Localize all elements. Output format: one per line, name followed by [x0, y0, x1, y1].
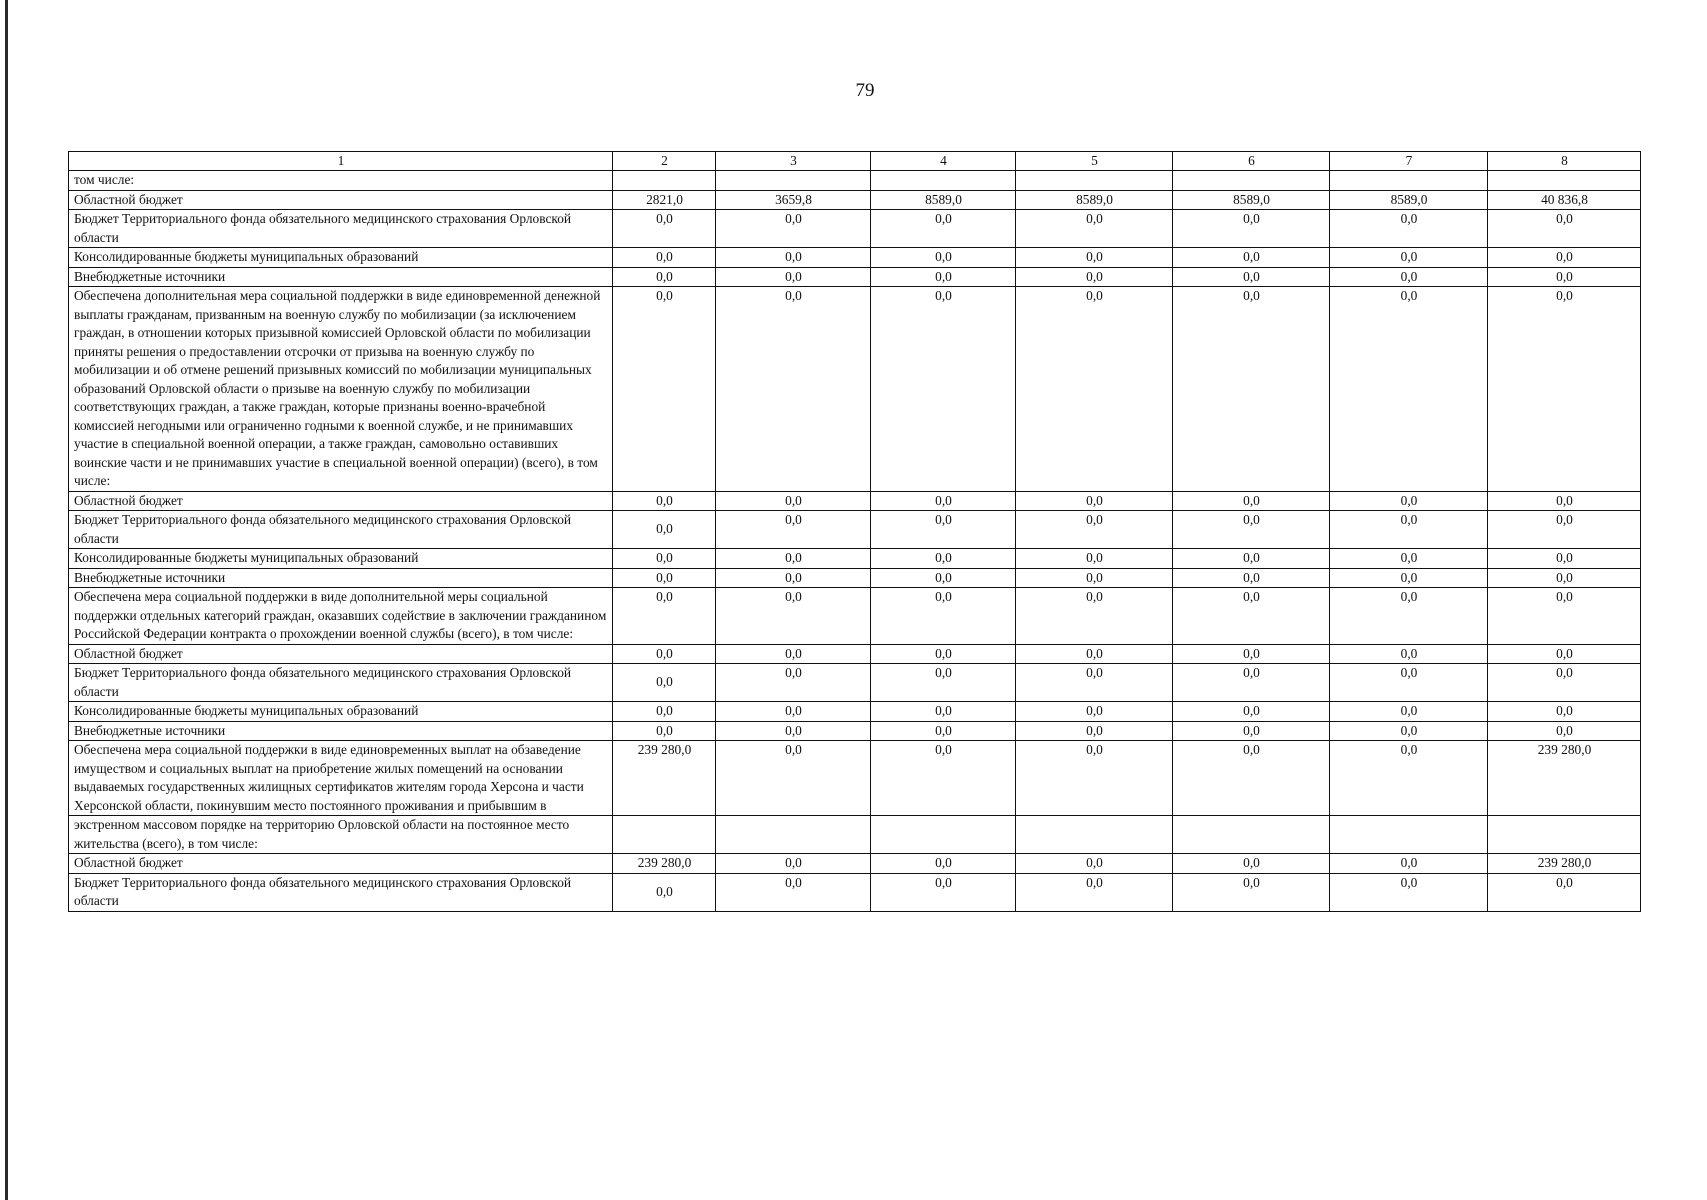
value-cell: 0,0: [1173, 741, 1330, 816]
value-cell: 0,0: [1016, 588, 1173, 645]
value-cell: 0,0: [1016, 248, 1173, 268]
value-cell: 0,0: [716, 568, 871, 588]
value-cell: 0,0: [613, 568, 716, 588]
value-cell: 0,0: [1488, 721, 1641, 741]
column-header: 7: [1330, 152, 1488, 171]
header-row: [69, 152, 1641, 171]
table-row: [69, 721, 1641, 741]
value-cell: 0,0: [1330, 854, 1488, 874]
value-cell: 0,0: [1173, 702, 1330, 722]
row-label: Бюджет Территориального фонда обязательного медицинского страхования Орловской области: [69, 210, 613, 248]
value-cell: 0,0: [1488, 664, 1641, 702]
value-cell: 0,0: [613, 702, 716, 722]
value-cell: 0,0: [716, 511, 871, 549]
value-cell: 239 280,0: [613, 854, 716, 874]
value-cell: 0,0: [871, 741, 1016, 816]
value-cell: 0,0: [871, 267, 1016, 287]
value-cell: [1330, 816, 1488, 854]
column-header: 3: [716, 152, 871, 171]
value-cell: 239 280,0: [613, 741, 716, 816]
value-cell: 0,0: [871, 664, 1016, 702]
value-cell: 0,0: [1330, 588, 1488, 645]
value-cell: 0,0: [871, 210, 1016, 248]
table-row: [69, 190, 1641, 210]
value-cell: 0,0: [613, 287, 716, 492]
row-label: Бюджет Территориального фонда обязательного медицинского страхования Орловской области: [69, 511, 613, 549]
value-cell: 0,0: [613, 721, 716, 741]
value-cell: 0,0: [1488, 248, 1641, 268]
value-cell: 0,0: [716, 549, 871, 569]
value-cell: 0,0: [1016, 267, 1173, 287]
table-row: [69, 702, 1641, 722]
row-label: Обеспечена дополнительная мера социальной поддержки в виде единовременной денежной выплаты гражданам, призванным на военную службу по мобилизации (за исключением граждан, в отношении которых призывной комиссией Орловской области по мобилизации приняты решения о предоставлении отсрочки от призыва на военную службу по мобилизации и об отмене решений призывных комиссий по мобилизации муниципальных образований Орловской области о призыве на военную службу по мобилизации соответствующих граждан, а также граждан, которые признаны военно-врачебной комиссией негодными или ограниченно годными к военной службе, и не принимавших участие в специальной военной операции, а также граждан, самовольно оставивших воинские части и не принимавших участие в специальной военной операции) (всего), в том числе:: [69, 287, 613, 492]
value-cell: 0,0: [871, 721, 1016, 741]
value-cell: 0,0: [1173, 588, 1330, 645]
value-cell: [1016, 171, 1173, 191]
value-cell: 0,0: [1330, 267, 1488, 287]
table-row: [69, 248, 1641, 268]
value-cell: [871, 816, 1016, 854]
value-cell: 0,0: [871, 854, 1016, 874]
value-cell: 0,0: [1330, 741, 1488, 816]
value-cell: 0,0: [716, 491, 871, 511]
budget-table: [68, 151, 1641, 912]
value-cell: 0,0: [716, 854, 871, 874]
value-cell: 0,0: [1488, 210, 1641, 248]
table-row: [69, 171, 1641, 191]
value-cell: 0,0: [871, 568, 1016, 588]
value-cell: 0,0: [1016, 287, 1173, 492]
value-cell: 0,0: [1488, 491, 1641, 511]
value-cell: 0,0: [716, 702, 871, 722]
value-cell: 0,0: [1488, 644, 1641, 664]
binding-edge-line: [5, 0, 8, 1200]
value-cell: 0,0: [1173, 248, 1330, 268]
value-cell: 8589,0: [1173, 190, 1330, 210]
value-cell: 0,0: [1173, 664, 1330, 702]
value-cell: 0,0: [1016, 491, 1173, 511]
value-cell: [1173, 171, 1330, 191]
value-cell: 0,0: [871, 248, 1016, 268]
table-row: [69, 873, 1641, 911]
value-cell: 0,0: [716, 248, 871, 268]
value-cell: 0,0: [1173, 491, 1330, 511]
value-cell: 0,0: [613, 248, 716, 268]
row-label: Бюджет Территориального фонда обязательного медицинского страхования Орловской области: [69, 873, 613, 911]
value-cell: 0,0: [1016, 568, 1173, 588]
value-cell: 8589,0: [871, 190, 1016, 210]
value-cell: 0,0: [1173, 210, 1330, 248]
value-cell: 40 836,8: [1488, 190, 1641, 210]
value-cell: 0,0: [1330, 873, 1488, 911]
value-cell: 0,0: [1173, 549, 1330, 569]
value-cell: 0,0: [613, 644, 716, 664]
column-header: 2: [613, 152, 716, 171]
column-header: 8: [1488, 152, 1641, 171]
value-cell: 0,0: [1330, 248, 1488, 268]
value-cell: [1488, 171, 1641, 191]
table-row: [69, 644, 1641, 664]
page-number: 79: [855, 80, 875, 101]
value-cell: 0,0: [716, 741, 871, 816]
row-label: Консолидированные бюджеты муниципальных образований: [69, 248, 613, 268]
value-cell: 0,0: [1173, 267, 1330, 287]
row-label: Внебюджетные источники: [69, 267, 613, 287]
value-cell: 0,0: [1173, 873, 1330, 911]
value-cell: [1330, 171, 1488, 191]
table-row: [69, 568, 1641, 588]
row-label: Бюджет Территориального фонда обязательного медицинского страхования Орловской области: [69, 664, 613, 702]
value-cell: [613, 171, 716, 191]
value-cell: 0,0: [1016, 702, 1173, 722]
row-label: том числе:: [69, 171, 613, 191]
row-label: Обеспечена мера социальной поддержки в виде дополнительной меры социальной поддержки отдельных категорий граждан, оказавших содействие в заключении гражданином Российской Федерации контракта о прохождении военной службы (всего), в том числе:: [69, 588, 613, 645]
value-cell: 0,0: [716, 588, 871, 645]
value-cell: 0,0: [1330, 664, 1488, 702]
row-label: Консолидированные бюджеты муниципальных образований: [69, 702, 613, 722]
value-cell: 2821,0: [613, 190, 716, 210]
value-cell: 0,0: [1330, 644, 1488, 664]
value-cell: 0,0: [1488, 287, 1641, 492]
value-cell: 0,0: [1016, 549, 1173, 569]
table-row: [69, 267, 1641, 287]
value-cell: 0,0: [1330, 210, 1488, 248]
row-label: Областной бюджет: [69, 854, 613, 874]
value-cell: 0,0: [613, 511, 716, 549]
value-cell: 0,0: [1488, 549, 1641, 569]
value-cell: 0,0: [1016, 873, 1173, 911]
value-cell: 0,0: [1016, 644, 1173, 664]
value-cell: 0,0: [613, 549, 716, 569]
table-row: [69, 210, 1641, 248]
value-cell: 0,0: [1488, 511, 1641, 549]
value-cell: 0,0: [871, 588, 1016, 645]
table-row: [69, 588, 1641, 645]
value-cell: 0,0: [871, 511, 1016, 549]
row-label: Внебюджетные источники: [69, 568, 613, 588]
value-cell: 0,0: [871, 287, 1016, 492]
value-cell: 0,0: [1016, 664, 1173, 702]
value-cell: 0,0: [716, 644, 871, 664]
value-cell: 0,0: [871, 491, 1016, 511]
value-cell: [613, 816, 716, 854]
column-header: 1: [69, 152, 613, 171]
value-cell: 0,0: [613, 664, 716, 702]
value-cell: 0,0: [1330, 491, 1488, 511]
row-label: Областной бюджет: [69, 644, 613, 664]
table-row: [69, 854, 1641, 874]
value-cell: 0,0: [716, 287, 871, 492]
table-row: [69, 664, 1641, 702]
value-cell: 0,0: [613, 588, 716, 645]
value-cell: 0,0: [1330, 511, 1488, 549]
row-label: экстренном массовом порядке на территорию Орловской области на постоянное место жительства (всего), в том числе:: [69, 816, 613, 854]
table-body: [69, 171, 1641, 912]
value-cell: 0,0: [1330, 549, 1488, 569]
value-cell: 0,0: [716, 721, 871, 741]
value-cell: 3659,8: [716, 190, 871, 210]
value-cell: [871, 171, 1016, 191]
value-cell: 0,0: [716, 873, 871, 911]
value-cell: 0,0: [871, 644, 1016, 664]
value-cell: 0,0: [1330, 287, 1488, 492]
value-cell: 0,0: [1173, 644, 1330, 664]
value-cell: 0,0: [613, 873, 716, 911]
value-cell: 0,0: [1173, 568, 1330, 588]
value-cell: [716, 171, 871, 191]
row-label: Обеспечена мера социальной поддержки в виде единовременных выплат на обзаведение имуществом и социальных выплат на приобретение жилых помещений на основании выдаваемых государственных жилищных сертификатов жителям города Херсона и части Херсонской области, покинувшим место постоянного проживания и прибывшим в: [69, 741, 613, 816]
value-cell: 0,0: [716, 210, 871, 248]
value-cell: 0,0: [871, 873, 1016, 911]
column-header: 6: [1173, 152, 1330, 171]
column-header: 5: [1016, 152, 1173, 171]
value-cell: 0,0: [871, 702, 1016, 722]
value-cell: 0,0: [716, 664, 871, 702]
value-cell: 0,0: [1016, 210, 1173, 248]
row-label: Внебюджетные источники: [69, 721, 613, 741]
table-row: [69, 741, 1641, 816]
value-cell: 0,0: [1016, 721, 1173, 741]
table-row: [69, 491, 1641, 511]
table-row: [69, 816, 1641, 854]
value-cell: 0,0: [1488, 873, 1641, 911]
row-label: Консолидированные бюджеты муниципальных образований: [69, 549, 613, 569]
value-cell: 239 280,0: [1488, 854, 1641, 874]
value-cell: 8589,0: [1330, 190, 1488, 210]
value-cell: 0,0: [1173, 721, 1330, 741]
value-cell: 0,0: [1488, 702, 1641, 722]
column-header: 4: [871, 152, 1016, 171]
value-cell: 0,0: [1488, 588, 1641, 645]
value-cell: 0,0: [1173, 854, 1330, 874]
value-cell: [716, 816, 871, 854]
value-cell: [1173, 816, 1330, 854]
value-cell: 239 280,0: [1488, 741, 1641, 816]
value-cell: 0,0: [1488, 568, 1641, 588]
value-cell: 0,0: [1330, 721, 1488, 741]
value-cell: [1488, 816, 1641, 854]
value-cell: 0,0: [1016, 741, 1173, 816]
value-cell: [1016, 816, 1173, 854]
value-cell: 0,0: [1488, 267, 1641, 287]
value-cell: 0,0: [613, 491, 716, 511]
value-cell: 0,0: [1173, 511, 1330, 549]
value-cell: 0,0: [613, 267, 716, 287]
row-label: Областной бюджет: [69, 491, 613, 511]
value-cell: 8589,0: [1016, 190, 1173, 210]
table-row: [69, 549, 1641, 569]
value-cell: 0,0: [1173, 287, 1330, 492]
value-cell: 0,0: [871, 549, 1016, 569]
value-cell: 0,0: [1016, 511, 1173, 549]
value-cell: 0,0: [716, 267, 871, 287]
value-cell: 0,0: [1016, 854, 1173, 874]
table-row: [69, 511, 1641, 549]
value-cell: 0,0: [1330, 702, 1488, 722]
value-cell: 0,0: [1330, 568, 1488, 588]
row-label: Областной бюджет: [69, 190, 613, 210]
value-cell: 0,0: [613, 210, 716, 248]
table-row: [69, 287, 1641, 492]
